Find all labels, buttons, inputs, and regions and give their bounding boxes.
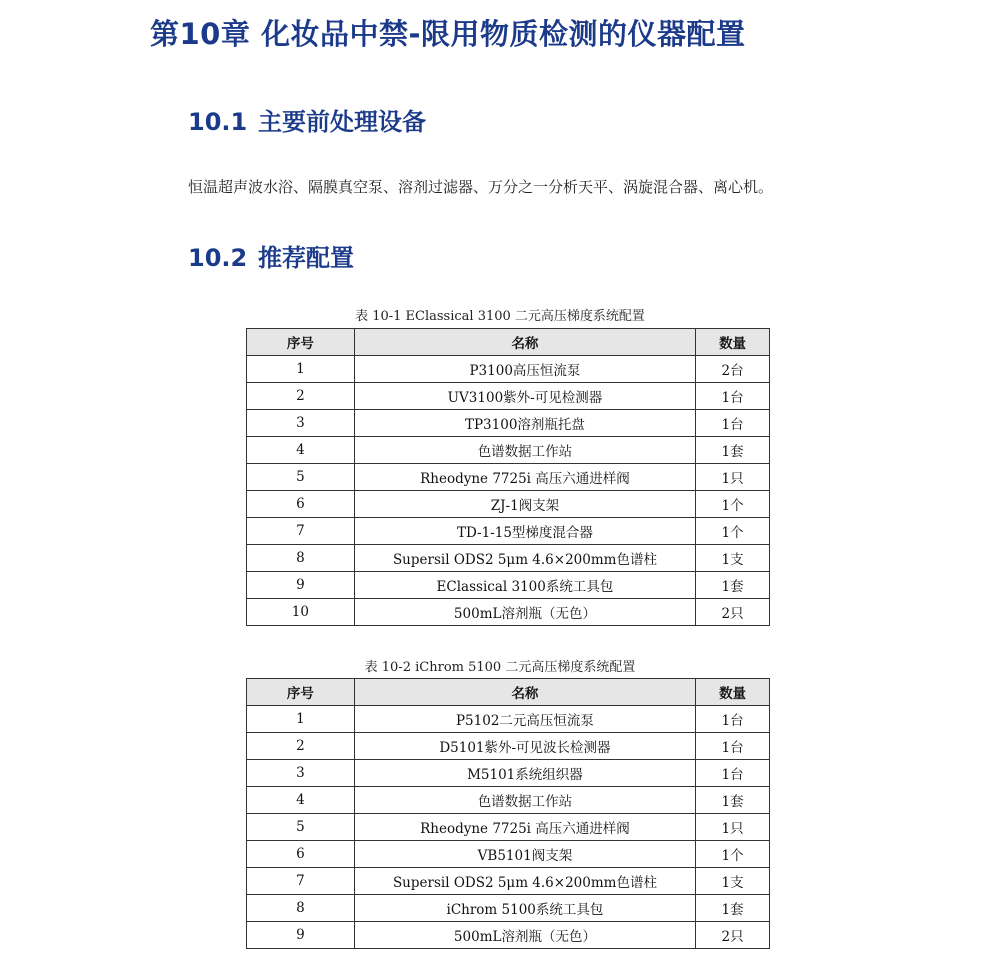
table-row <box>247 814 770 841</box>
config-table-eclassical-3100 <box>246 328 770 626</box>
cell-index: 2 <box>247 733 355 760</box>
table-row <box>247 733 770 760</box>
equipment-paragraph: 恒温超声波水浴、隔膜真空泵、溶剂过滤器、万分之一分析天平、涡旋混合器、离心机。 <box>188 178 774 196</box>
table-row <box>247 787 770 814</box>
table-row <box>247 760 770 787</box>
cell-quantity: 1台 <box>696 733 770 760</box>
table-row <box>247 464 770 491</box>
table-row <box>247 410 770 437</box>
cell-name: Rheodyne 7725i 高压六通进样阀 <box>354 464 695 491</box>
cell-index: 8 <box>247 545 355 572</box>
section-heading-10-1 <box>188 102 426 137</box>
cell-quantity: 1台 <box>696 706 770 733</box>
table-row <box>247 868 770 895</box>
cell-name: EClassical 3100系统工具包 <box>354 572 695 599</box>
table-caption-10-1: 表 10-1 EClassical 3100 二元高压梯度系统配置 <box>355 309 645 324</box>
cell-quantity: 1台 <box>696 410 770 437</box>
header-quantity: 数量 <box>696 329 770 356</box>
cell-quantity: 2台 <box>696 356 770 383</box>
table-row <box>247 383 770 410</box>
table-row <box>247 572 770 599</box>
cell-name: VB5101阀支架 <box>354 841 695 868</box>
cell-name: ZJ-1阀支架 <box>354 491 695 518</box>
cell-quantity: 1只 <box>696 814 770 841</box>
cell-quantity: 1台 <box>696 383 770 410</box>
section-number: 10.2 <box>188 244 248 272</box>
header-name: 名称 <box>354 329 695 356</box>
cell-index: 8 <box>247 895 355 922</box>
section-title-text: 主要前处理设备 <box>258 108 426 136</box>
cell-name: 色谱数据工作站 <box>354 787 695 814</box>
header-quantity: 数量 <box>696 679 770 706</box>
table-row <box>247 841 770 868</box>
cell-quantity: 2只 <box>696 599 770 626</box>
table-row <box>247 706 770 733</box>
table-row <box>247 491 770 518</box>
cell-name: 500mL溶剂瓶（无色） <box>354 599 695 626</box>
cell-quantity: 1个 <box>696 841 770 868</box>
table-row <box>247 545 770 572</box>
table-row <box>247 356 770 383</box>
cell-name: M5101系统组织器 <box>354 760 695 787</box>
cell-name: Rheodyne 7725i 高压六通进样阀 <box>354 814 695 841</box>
cell-index: 9 <box>247 572 355 599</box>
cell-index: 6 <box>247 841 355 868</box>
cell-quantity: 1套 <box>696 895 770 922</box>
cell-quantity: 1支 <box>696 545 770 572</box>
cell-name: TP3100溶剂瓶托盘 <box>354 410 695 437</box>
cell-index: 4 <box>247 437 355 464</box>
table-row <box>247 895 770 922</box>
table-header-row <box>247 329 770 356</box>
table-caption-10-2: 表 10-2 iChrom 5100 二元高压梯度系统配置 <box>364 660 636 675</box>
table-row <box>247 518 770 545</box>
cell-index: 1 <box>247 706 355 733</box>
cell-index: 3 <box>247 760 355 787</box>
cell-quantity: 1个 <box>696 518 770 545</box>
table-row <box>247 437 770 464</box>
header-index: 序号 <box>247 679 355 706</box>
cell-quantity: 1支 <box>696 868 770 895</box>
cell-name: Supersil ODS2 5μm 4.6×200mm色谱柱 <box>354 545 695 572</box>
cell-index: 5 <box>247 814 355 841</box>
cell-quantity: 1只 <box>696 464 770 491</box>
cell-quantity: 1套 <box>696 437 770 464</box>
section-heading-10-2 <box>188 238 354 273</box>
cell-name: iChrom 5100系统工具包 <box>354 895 695 922</box>
section-number: 10.1 <box>188 108 248 136</box>
cell-index: 6 <box>247 491 355 518</box>
cell-index: 1 <box>247 356 355 383</box>
cell-index: 4 <box>247 787 355 814</box>
cell-name: 色谱数据工作站 <box>354 437 695 464</box>
cell-index: 5 <box>247 464 355 491</box>
cell-index: 2 <box>247 383 355 410</box>
cell-name: Supersil ODS2 5μm 4.6×200mm色谱柱 <box>354 868 695 895</box>
cell-index: 10 <box>247 599 355 626</box>
cell-name: 500mL溶剂瓶（无色） <box>354 922 695 949</box>
chapter-title: 第10章 化妆品中禁-限用物质检测的仪器配置 <box>150 17 746 51</box>
cell-index: 7 <box>247 518 355 545</box>
header-name: 名称 <box>354 679 695 706</box>
cell-name: P5102二元高压恒流泵 <box>354 706 695 733</box>
cell-index: 7 <box>247 868 355 895</box>
cell-name: D5101紫外-可见波长检测器 <box>354 733 695 760</box>
table-row <box>247 599 770 626</box>
cell-name: TD-1-15型梯度混合器 <box>354 518 695 545</box>
cell-quantity: 1台 <box>696 760 770 787</box>
cell-name: P3100高压恒流泵 <box>354 356 695 383</box>
cell-quantity: 1套 <box>696 572 770 599</box>
table-header-row <box>247 679 770 706</box>
cell-index: 9 <box>247 922 355 949</box>
cell-quantity: 1个 <box>696 491 770 518</box>
table-row <box>247 922 770 949</box>
header-index: 序号 <box>247 329 355 356</box>
cell-quantity: 2只 <box>696 922 770 949</box>
section-title-text: 推荐配置 <box>258 244 354 272</box>
cell-name: UV3100紫外-可见检测器 <box>354 383 695 410</box>
cell-quantity: 1套 <box>696 787 770 814</box>
config-table-ichrom-5100 <box>246 678 770 949</box>
cell-index: 3 <box>247 410 355 437</box>
